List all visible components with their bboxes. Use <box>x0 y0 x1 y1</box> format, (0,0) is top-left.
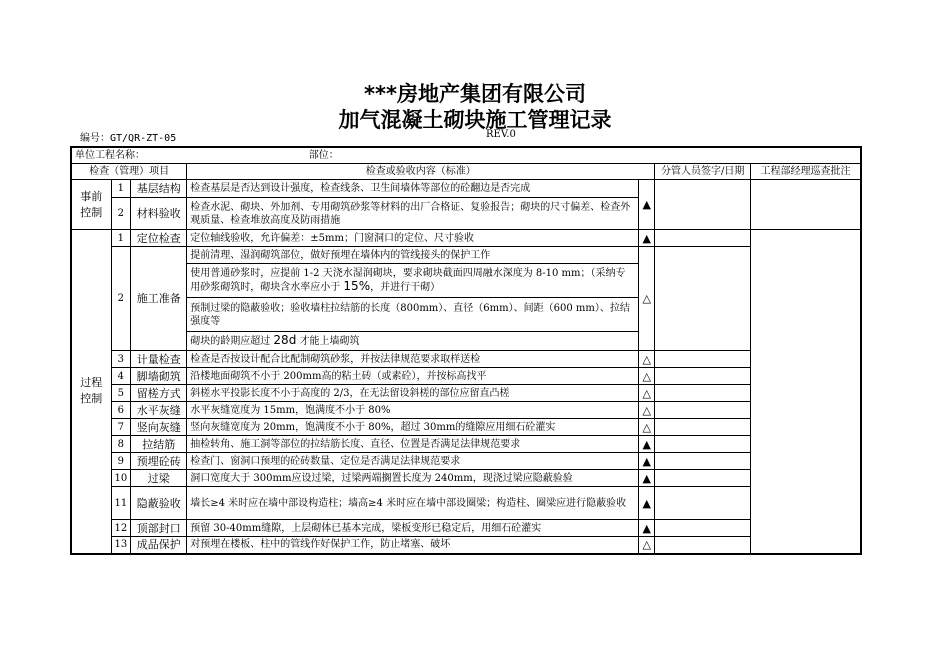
mark-solid: ▲ <box>639 487 655 520</box>
row-number: 13 <box>111 537 131 554</box>
item-content: 预制过梁的隐蔽验收；验收墙柱拉结筋的长度（800mm）、直径（6mm）、间距（600 mm）、拉结强度等 <box>187 298 639 332</box>
row-number: 5 <box>111 385 131 402</box>
item-content: 预留 30-40mm缝隙，上层砌体已基本完成，梁板变形已稳定后，用细石砼灌实 <box>187 520 639 537</box>
mark-hollow: △ <box>639 537 655 554</box>
item-name: 隐蔽验收 <box>131 487 187 520</box>
form-code: 编号：GT/QR-ZT-05 <box>80 133 177 144</box>
row-number: 8 <box>111 436 131 453</box>
sign-cell[interactable] <box>655 385 751 402</box>
item-content: 检查门、窗洞口预埋的砼砖数量、定位是否满足法律规范要求 <box>187 453 639 470</box>
part-label: 部位： <box>187 147 861 164</box>
item-content: 使用普通砂浆时，应提前 1-2 天浇水湿润砌块，要求砌块截面四周融水深度为 8-10 mm；（采纳专用砂浆砌筑时，砌块含水率应小于 15%，并进行干砌） <box>187 264 639 298</box>
table-row <box>71 230 861 247</box>
sign-cell[interactable] <box>655 470 751 487</box>
item-name: 施工准备 <box>131 247 187 351</box>
item-content: 水平灰缝宽度为 15mm，饱满度不小于 80% <box>187 402 639 419</box>
mark-hollow: △ <box>639 419 655 436</box>
item-name: 留槎方式 <box>131 385 187 402</box>
mark-solid: ▲ <box>639 520 655 537</box>
mark-solid: ▲ <box>639 230 655 247</box>
item-name: 成品保护 <box>131 537 187 554</box>
manager-cell[interactable] <box>751 230 861 554</box>
table-row <box>71 247 861 264</box>
mark-hollow: △ <box>639 247 655 351</box>
row-number: 7 <box>111 419 131 436</box>
sign-cell[interactable] <box>655 247 751 351</box>
table-row <box>71 419 861 436</box>
mark-hollow: △ <box>639 385 655 402</box>
item-name: 竖向灰缝 <box>131 419 187 436</box>
project-name-label: 单位工程名称： <box>71 147 187 164</box>
row-number: 3 <box>111 351 131 368</box>
row-number: 6 <box>111 402 131 419</box>
item-name: 预埋砼砖 <box>131 453 187 470</box>
sign-cell[interactable] <box>655 351 751 368</box>
sign-cell[interactable] <box>655 453 751 470</box>
item-name: 计量检查 <box>131 351 187 368</box>
sign-cell[interactable] <box>655 402 751 419</box>
col-sign-header: 分管人员签字/日期 <box>655 164 751 180</box>
company-name: ***房地产集团有限公司 <box>364 82 586 106</box>
table-row <box>71 520 861 537</box>
col-manager-header: 工程部经理巡查批注 <box>751 164 861 180</box>
col-content-header: 检查或验收内容（标准） <box>187 164 655 180</box>
sign-cell[interactable] <box>655 520 751 537</box>
row-number: 4 <box>111 368 131 385</box>
revision-label: REV.0 <box>486 129 516 140</box>
sign-cell[interactable] <box>655 537 751 554</box>
sign-cell[interactable] <box>655 368 751 385</box>
record-table <box>70 146 862 555</box>
table-row <box>71 402 861 419</box>
table-row <box>71 470 861 487</box>
item-content: 检查水泥、砌块、外加剂、专用砌筑砂浆等材料的出厂合格证、复验报告；砌块的尺寸偏差、检查外观质量、检查堆放高度及防雨措施 <box>187 198 639 230</box>
table-row <box>71 453 861 470</box>
form-title: 加气混凝土砌块施工管理记录 <box>338 108 612 132</box>
item-content: 定位轴线验收，允许偏差：±5mm；门窗洞口的定位、尺寸验收 <box>187 230 639 247</box>
item-content: 检查是否按设计配合比配制砌筑砂浆，并按法律规范要求取样送检 <box>187 351 639 368</box>
item-name: 材料验收 <box>131 198 187 230</box>
item-name: 基层结构 <box>131 180 187 198</box>
item-content: 墙长≥4 米时应在墙中部设构造柱；墙高≥4 米时应在墙中部设圈梁；构造柱、圈梁应进行隐蔽验收 <box>187 487 639 520</box>
item-name: 脚墙砌筑 <box>131 368 187 385</box>
item-name: 水平灰缝 <box>131 402 187 419</box>
item-content: 提前清理、湿润砌筑部位，做好预埋在墙体内的管线接头的保护工作 <box>187 247 639 264</box>
row-number: 1 <box>111 230 131 247</box>
table-row <box>71 436 861 453</box>
sign-cell[interactable] <box>655 180 751 230</box>
row-number: 11 <box>111 487 131 520</box>
row-number: 10 <box>111 470 131 487</box>
info-row <box>71 147 861 164</box>
manager-cell[interactable] <box>751 180 861 230</box>
sign-cell[interactable] <box>655 436 751 453</box>
item-name: 过梁 <box>131 470 187 487</box>
sign-cell[interactable] <box>655 419 751 436</box>
sign-cell[interactable] <box>655 230 751 247</box>
row-number: 2 <box>111 247 131 351</box>
column-header-row <box>71 164 861 180</box>
row-number: 9 <box>111 453 131 470</box>
item-content: 竖向灰缝宽度为 20mm，饱满度不小于 80%，超过 30mm的缝隙应用细石砼灌实 <box>187 419 639 436</box>
section-pre-control: 事前控制 <box>71 180 111 230</box>
col-item-header: 检查（管理）项目 <box>71 164 187 180</box>
mark-solid: ▲ <box>639 470 655 487</box>
item-name: 定位检查 <box>131 230 187 247</box>
item-content: 抽检转角、施工洞等部位的拉结筋长度、直径、位置是否满足法律规范要求 <box>187 436 639 453</box>
table-row <box>71 180 861 198</box>
item-name: 拉结筋 <box>131 436 187 453</box>
row-number: 12 <box>111 520 131 537</box>
mark-solid: ▲ <box>639 436 655 453</box>
sign-cell[interactable] <box>655 487 751 520</box>
table-row <box>71 487 861 520</box>
table-row <box>71 351 861 368</box>
mark-solid: ▲ <box>639 453 655 470</box>
item-name: 顶部封口 <box>131 520 187 537</box>
mark-hollow: △ <box>639 351 655 368</box>
section-process-control: 过程控制 <box>71 230 111 554</box>
item-content: 斜槎水平投影长度不小于高度的 2/3，在无法留设斜槎的部位应留直凸槎 <box>187 385 639 402</box>
mark-solid: ▲ <box>639 180 655 230</box>
item-content: 对预埋在楼板、柱中的管线作好保护工作，防止堵塞、破坏 <box>187 537 639 554</box>
table-row <box>71 537 861 554</box>
row-number: 2 <box>111 198 131 230</box>
item-content: 砌块的龄期应超过 28d 才能上墙砌筑 <box>187 332 639 351</box>
table-row <box>71 368 861 385</box>
mark-hollow: △ <box>639 368 655 385</box>
row-number: 1 <box>111 180 131 198</box>
mark-hollow: △ <box>639 402 655 419</box>
item-content: 洞口宽度大于 300mm应设过梁，过梁两端搁置长度为 240mm，现浇过梁应隐蔽验验 <box>187 470 639 487</box>
item-content: 沿楼地面砌筑不小于 200mm高的粘土砖（或素砼），并按标高找平 <box>187 368 639 385</box>
item-content: 检查基层是否达到设计强度，检查线条、卫生间墙体等部位的砼翻边是否完成 <box>187 180 639 198</box>
table-row <box>71 385 861 402</box>
